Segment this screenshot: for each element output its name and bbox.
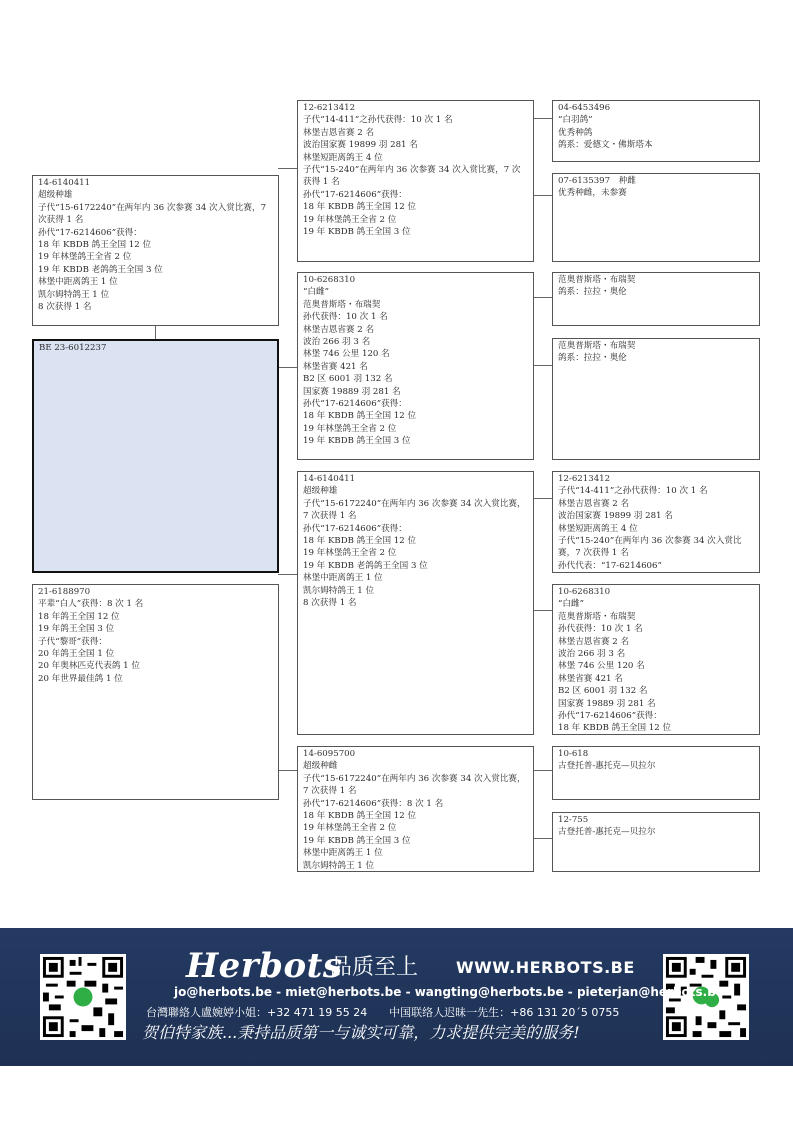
pedigree-line: 波治 266 羽 3 名 [558, 649, 626, 660]
pedigree-line: 林堡吉恩省赛 2 名 [558, 498, 630, 509]
sire-box [32, 175, 279, 326]
pedigree-line: “白雌” [558, 599, 584, 610]
pedigree-line: 林堡 746 公里 120 名 [303, 349, 390, 360]
pedigree-line: 林堡省赛 421 名 [303, 361, 368, 372]
dam-dam-ring: 14-6095700 [303, 749, 356, 759]
pedigree-line: 林堡省赛 421 名 [558, 673, 623, 684]
connector-line [533, 770, 552, 771]
ggp-ring: 04-6453496 [558, 103, 611, 113]
connector-line [278, 168, 297, 169]
pedigree-line: B2 区 6001 羽 132 名 [558, 686, 648, 697]
pedigree-line: 8 次获得 1 名 [38, 302, 92, 313]
contact-emails[interactable]: jo@herbots.be - miet@herbots.be - wangting@herbots.be - pieterjan@herbots.be [174, 985, 724, 999]
great-grandparent-box-3 [552, 272, 760, 326]
pedigree-line: “白羽鸽” [558, 115, 593, 126]
pedigree-line: 孙代代表：“17-6214606” [558, 560, 662, 571]
connector-line [533, 118, 552, 119]
pedigree-line: “白雌” [303, 287, 329, 298]
sire-ring: 14-6140411 [38, 178, 91, 188]
pedigree-line: 范奥普斯塔・布瑞契 [558, 275, 636, 285]
pedigree-line: 19 年 KBDB 鸽王全国 3 位 [303, 436, 411, 447]
great-grandparent-box-2 [552, 173, 760, 262]
sire-sire-ring: 12-6213412 [303, 103, 356, 113]
pedigree-line: 国家赛 19889 羽 281 名 [558, 698, 656, 709]
pedigree-line: 范奥普斯塔・布瑞契 [303, 299, 381, 310]
ggp-ring: 10-6268310 [558, 587, 611, 597]
dam-sire-ring: 14-6140411 [303, 474, 356, 484]
pedigree-line: 孙代“17-6214606”获得： [558, 711, 662, 722]
ggp-ring: 12-6213412 [558, 474, 611, 484]
connector-line [533, 365, 552, 366]
pedigree-line: 19 年 KBDB 鸽王全国 3 位 [303, 227, 411, 238]
pedigree-line: 子代“14-411”之孙代获得：10 次 1 名 [558, 486, 708, 497]
pedigree-line: 子代“15-6172240”在两年内 36 次参赛 34 次入赏比赛，7 次获得 1 名 [38, 202, 267, 226]
pedigree-line: 孙代“17-6214606”获得： [303, 399, 407, 410]
dam-box [32, 584, 279, 800]
connector-line [278, 367, 297, 368]
pedigree-line: 优秀种鸽 [558, 127, 593, 138]
ggp-ring: 12-755 [558, 815, 589, 825]
pedigree-line: 孙代获得：10 次 1 名 [558, 624, 643, 635]
pedigree-line: 19 年林堡鸽王全省 2 位 [303, 214, 397, 225]
pedigree-line: 孙代“17-6214606”获得： [303, 523, 407, 534]
pedigree-line: 林堡吉恩省赛 2 名 [303, 127, 375, 138]
connector-line [155, 325, 156, 339]
family-motto: 贺伯特家族...秉持品质第一与诚实可靠，力求提供完美的服务! [142, 1023, 580, 1042]
pedigree-line: 18 年 KBDB 鸽王全国 12 位 [558, 723, 672, 734]
pedigree-line: 19 年 KBDB 老鸽鸽王全国 3 位 [38, 264, 163, 275]
pedigree-line: 凯尔姆特鸽王 1 位 [303, 585, 375, 596]
pedigree-line: 林堡中距离鸽王 1 位 [303, 573, 383, 584]
pedigree-line: 20 年奥林匹克代表鸽 1 位 [38, 661, 140, 672]
sire-dam-box [297, 272, 534, 460]
ggp-ring: 07-6135397 种雌 [558, 176, 636, 186]
pedigree-line: 鸽系：拉拉・奥伦 [558, 287, 627, 298]
pedigree-line: 优秀种雌，未参赛 [558, 188, 627, 199]
connector-line [278, 574, 297, 575]
connector-line [533, 610, 552, 611]
pedigree-line: 18 年 KBDB 鸽王全国 12 位 [303, 411, 417, 422]
pedigree-line: 波治国家赛 19899 羽 281 名 [558, 511, 673, 522]
pedigree-line: 子代“15-240”在两年内 36 次参赛 34 次入赏比赛，7 次获得 1 名 [558, 536, 742, 559]
great-grandparent-box-4 [552, 338, 760, 460]
dam-ring: 21-6188970 [38, 587, 91, 597]
great-grandparent-box-5 [552, 471, 760, 573]
great-grandparent-box-1 [552, 100, 760, 162]
pedigree-line: 19 年林堡鸽王全省 2 位 [303, 823, 397, 834]
pedigree-line: 20 年鸽王全国 1 位 [38, 649, 115, 660]
connector-line [533, 498, 552, 499]
pedigree-line: 孙代“17-6214606”获得： [303, 189, 407, 200]
pedigree-line: 凯尔姆特鸽王 1 位 [303, 860, 375, 871]
pedigree-line: 林堡中距离鸽王 1 位 [38, 277, 118, 288]
dam-sire-box [297, 471, 534, 735]
subject-pigeon-box [32, 339, 279, 573]
pedigree-line: 19 年鸽王全国 3 位 [38, 624, 115, 635]
footer-banner [0, 928, 793, 1066]
pedigree-line: 波治国家赛 19899 羽 281 名 [303, 140, 418, 151]
pedigree-line: 8 次获得 1 名 [303, 598, 357, 609]
pedigree-line: 范奥普斯塔・布瑞契 [558, 611, 636, 622]
great-grandparent-box-6 [552, 584, 760, 735]
pedigree-line: 子代“14-411”之孙代获得：10 次 1 名 [303, 115, 453, 126]
website-link[interactable]: WWW.HERBOTS.BE [456, 958, 635, 977]
pedigree-line: 18 年 KBDB 鸽王全国 12 位 [38, 240, 152, 251]
pedigree-line: 19 年 KBDB 鸽王全国 3 位 [303, 835, 411, 846]
pedigree-line: B2 区 6001 羽 132 名 [303, 374, 393, 385]
pedigree-line: 20 年世界最佳鸽 1 位 [38, 673, 123, 684]
pedigree-line: 林堡吉恩省赛 2 名 [303, 324, 375, 335]
pedigree-line: 超级种雄 [303, 486, 338, 497]
pedigree-line: 国家赛 19889 羽 281 名 [303, 386, 401, 397]
connector-line [533, 297, 552, 298]
great-grandparent-box-7 [552, 746, 760, 800]
subject-ring: BE 23-6012237 [39, 343, 107, 353]
pedigree-line: 19 年林堡鸽王全省 2 位 [38, 252, 132, 263]
sire-dam-ring: 10-6268310 [303, 275, 356, 285]
dam-dam-box [297, 746, 534, 872]
pedigree-line: 18 年 KBDB 鸽王全国 12 位 [303, 536, 417, 547]
pedigree-line: 孙代获得：10 次 1 名 [303, 312, 388, 323]
pedigree-line: 19 年林堡鸽王全省 2 位 [303, 423, 397, 434]
connector-line [533, 838, 552, 839]
sire-sire-box [297, 100, 534, 262]
pedigree-line: 子代“黎哥”获得： [38, 636, 107, 647]
ggp-ring: 10-618 [558, 749, 589, 759]
pedigree-line: 19 年林堡鸽王全省 2 位 [303, 548, 397, 559]
pedigree-line: 古登托普-惠托克—贝拉尔 [558, 761, 656, 772]
pedigree-line: 凯尔姆特鸽王 1 位 [38, 289, 110, 300]
pedigree-line: 林堡吉恩省赛 2 名 [558, 636, 630, 647]
connector-line [533, 195, 552, 196]
pedigree-line: 超级种雄 [38, 190, 73, 201]
great-grandparent-box-8 [552, 812, 760, 872]
pedigree-line: 古登托普-惠托克—贝拉尔 [558, 827, 656, 838]
pedigree-line: 林堡短距离鸽王 4 位 [303, 152, 383, 163]
pedigree-line: 林堡 746 公里 120 名 [558, 661, 645, 672]
pedigree-line: 18 年 KBDB 鸽王全国 12 位 [303, 811, 417, 822]
pedigree-line: 林堡中距离鸽王 1 位 [303, 848, 383, 859]
pedigree-line: 18 年 KBDB 鸽王全国 12 位 [303, 202, 417, 213]
qr-code-icon [40, 954, 126, 1040]
pedigree-line: 鸽系：爱德文・佛斯塔本 [558, 140, 653, 151]
pedigree-line: 18 年鸽王全国 12 位 [38, 611, 120, 622]
pedigree-line: 19 年 KBDB 老鸽鸽王全国 3 位 [303, 560, 428, 571]
connector-line [278, 770, 297, 771]
pedigree-line: 范奥普斯塔・布瑞契 [558, 341, 636, 351]
pedigree-line: 孙代“17-6214606”获得：8 次 1 名 [303, 798, 444, 809]
herbots-logo: Herbots [186, 946, 343, 986]
pedigree-line: 超级种雌 [303, 761, 338, 772]
pedigree-line: 鸽系：拉拉・奥伦 [558, 353, 627, 364]
pedigree-line: 孙代“17-6214606”获得： [38, 227, 142, 238]
pedigree-line: 子代“15-6172240”在两年内 36 次参赛 34 次入赏比赛，7 次获得 1 名 [303, 498, 526, 522]
pedigree-line: 子代“15-6172240”在两年内 36 次参赛 34 次入赏比赛，7 次获得 1 名 [303, 773, 526, 797]
contact-phones: 台灣聯絡人盧婉婷小姐：+32 471 19 55 24 中国联络人迟昧一先生：+86 131 20´5 0755 [146, 1006, 620, 1019]
pedigree-line: 平辈“白人”获得：8 次 1 名 [38, 599, 144, 610]
pedigree-line: 林堡短距离鸽王 4 位 [558, 523, 638, 534]
slogan: 品质至上 [330, 955, 419, 980]
pedigree-line: 子代“15-240”在两年内 36 次参赛 34 次入赏比赛，7 次获得 1 名 [303, 165, 521, 188]
pedigree-line: 波治 266 羽 3 名 [303, 337, 371, 348]
